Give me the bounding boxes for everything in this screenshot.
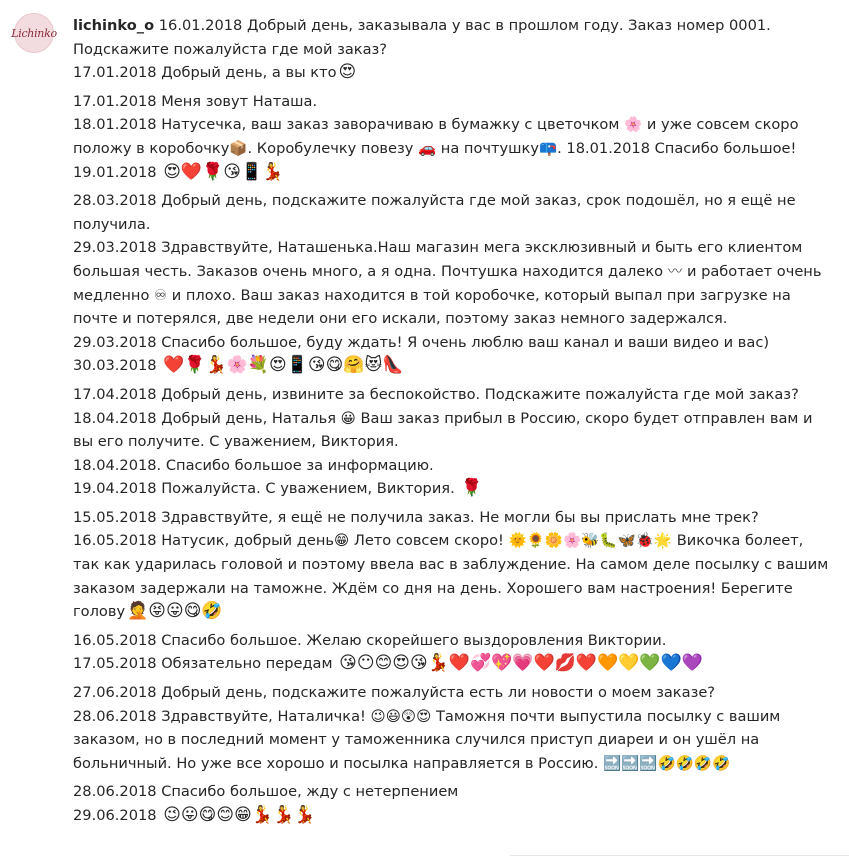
message-emoji: 🌹: [461, 478, 483, 499]
comment-message-12: [73, 477, 833, 501]
comment-body: [73, 14, 833, 828]
comment-message-10: [73, 407, 833, 454]
message-text: 29.03.2018 Спасибо большое, буду ждать! Я очень люблю ваш канал и ваши видео и вас): [73, 333, 770, 351]
message-text: 16.05.2018 Натусик, добрый день😁 Лето совсем скоро! 🌞🌻🌼🌸🐝🐛🦋🐞🌟 Викочка болеет, так как ударилась головой и поэтому ввела вас в заблуждение. На самом деле посылку с вашим заказом задержали на таможне. Ждём со дня на день. Хорошего вам настроения! Берегите голову: [73, 532, 829, 621]
message-text: 28.03.2018 Добрый день, подскажите пожалуйста где мой заказ, срок подошёл, но я ещё не получила.: [73, 192, 796, 233]
message-text: 17.01.2018 Меня зовут Наташа.: [73, 92, 318, 110]
comment-message-16: [73, 652, 833, 676]
message-text: 29.03.2018 Здравствуйте, Наташенька.Наш магазин мега эксклюзивный и быть его клиентом большая честь. Заказов очень много, а я одна. Почтушка находится далеко 〰 и работает очень медленно ♾ и плохо. Ваш заказ находится в той коробочке, который выпал при загрузке на почте и потерялся, две недели они его искали, поэтому заказ немного задержался.: [73, 239, 822, 328]
comment-message-8: [73, 354, 833, 378]
message-text: 27.06.2018 Добрый день, подскажите пожалуйста есть ли новости о моем заказе?: [73, 684, 716, 702]
message-text: 18.04.2018. Спасибо большое за информацию.: [73, 456, 434, 474]
message-text: 28.06.2018 Здравствуйте, Наталичка! 😉😃😲😍 Таможня почти выпустила посылку с вашим заказом, но в последний момент у таможенника случился приступ диареи и он ушёл на больничный. Но уже все хорошо и посылка направляется в Россию. 🔜🔜🔜🤣🤣🤣🤣: [73, 707, 781, 772]
comment-message-14: [73, 529, 833, 623]
message-emoji: 🤦😝😛😋🤣: [127, 601, 223, 622]
avatar-label: Lichinko: [11, 26, 57, 40]
comment-message-5: [73, 189, 833, 236]
comment-message-7: [73, 331, 833, 355]
message-emoji: 😉😛😋😊😁💃💃💃: [163, 805, 316, 825]
comment-message-6: [73, 236, 833, 330]
message-emoji: 😍❤️🌹😘📱💃: [163, 161, 284, 182]
message-text: 19.04.2018 Пожалуйста. С уважением, Виктория.: [73, 480, 455, 498]
message-emoji: ❤️🌹💃🌸💐😍📱😘😋🤗😻👠: [163, 355, 404, 376]
comment-message-2: [73, 90, 833, 114]
comment-message-20: [73, 804, 833, 828]
message-text: 19.01.2018: [73, 163, 157, 181]
comment-message-13: [73, 506, 833, 530]
message-text: 16.05.2018 Спасибо большое. Желаю скорейшего выздоровления Виктории.: [73, 631, 667, 649]
divider: [510, 855, 849, 856]
message-emoji: 😍: [338, 62, 357, 83]
comment-message-0: [73, 14, 833, 61]
message-text: 17.01.2018 Добрый день, а вы кто: [73, 64, 337, 82]
message-text: 17.04.2018 Добрый день, извините за беспокойство. Подскажите пожалуйста где мой заказ?: [73, 385, 799, 403]
comment-message-3: [73, 113, 833, 160]
comment-message-11: [73, 454, 833, 478]
message-text: 18.04.2018 Добрый день, Наталья 😀 Ваш заказ прибыл в Россию, скоро будет отправлен вам и вы его получите. С уважением, Виктория.: [73, 409, 813, 451]
message-text: 16.01.2018 Добрый день, заказывала у вас в прошлом году. Заказ номер 0001. Подскажите пожалуйста где мой заказ?: [73, 17, 771, 58]
message-text: 15.05.2018 Здравствуйте, я ещё не получила заказ. Не могли бы вы прислать мне трек?: [73, 508, 759, 526]
message-emoji: 😘😶😊😍😘💃❤️💞💖💗❤️💋❤️🧡💛💚💙💜: [339, 653, 703, 674]
message-text: 28.06.2018 Спасибо большое, жду с нетерпением: [73, 783, 459, 801]
comment-message-18: [73, 705, 833, 776]
comment-message-4: [73, 161, 833, 185]
comment-message-9: [73, 383, 833, 407]
message-text: 18.01.2018 Натусечка, ваш заказ заворачиваю в бумажку с цветочком 🌸 и уже совсем скоро положу в коробочку📦. Коробулечку повезу 🚗 на почтушку📪. 18.01.2018 Спасибо большое!: [73, 116, 799, 157]
avatar[interactable]: [11, 13, 57, 53]
comment-message-17: [73, 681, 833, 705]
message-text: 29.06.2018: [73, 807, 157, 824]
message-text: 17.05.2018 Обязательно передам: [73, 655, 333, 673]
message-text: 30.03.2018: [73, 357, 157, 375]
username-link[interactable]: lichinko_o: [73, 17, 155, 34]
comment-message-15: [73, 629, 833, 653]
comment-message-19: [73, 780, 833, 804]
comment-message-1: [73, 61, 833, 85]
